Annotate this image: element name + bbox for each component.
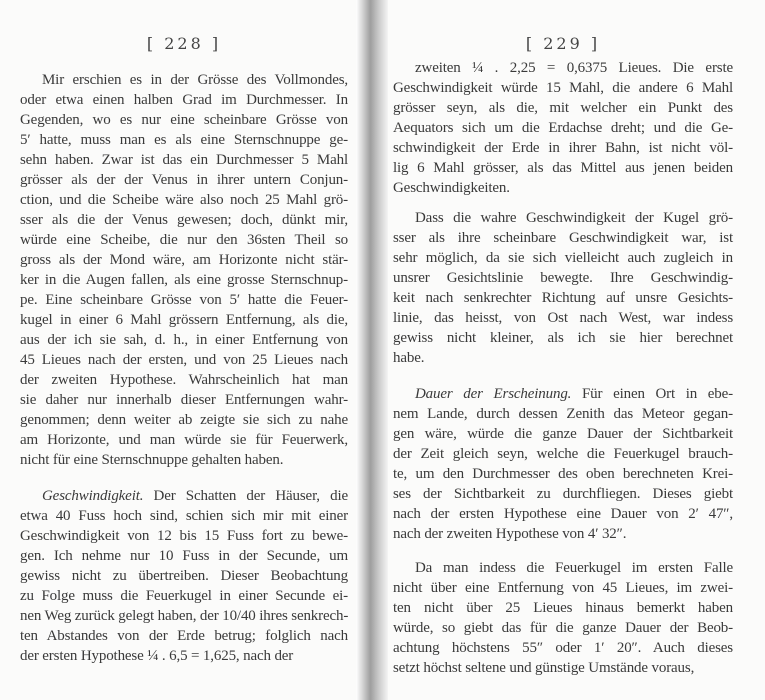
text-line: gewiss nicht zu übertreiben. Dieser Beobachtung	[20, 568, 348, 584]
text-line: Mir erschien es in der Grösse des Vollmondes,	[42, 72, 348, 88]
text-line-content: Für einen Ort in ebe-	[581, 386, 733, 402]
text-line: grösser seyn, als die, mit welcher ein Punkt des	[393, 100, 733, 116]
paragraph	[393, 208, 733, 368]
text-line: schwindigkeit der Erde in ihrer Bahn, ist nicht völ-	[393, 140, 733, 156]
paragraph	[393, 384, 733, 544]
paragraph	[393, 58, 733, 198]
text-line: ten nicht über 25 Lieues hinaus bemerkt haben	[393, 600, 733, 616]
text-line: gewiss nicht kleiner, als ich sie hier berechnet	[393, 330, 733, 346]
text-line: Aequators sich um die Erdachse dreht; und die Ge-	[393, 120, 733, 136]
left-page	[20, 0, 348, 700]
text-line: ses der Sichtbarkeit zu durchfliegen. Dieses giebt	[393, 486, 733, 502]
text-line	[20, 486, 348, 506]
text-line: 45 Lieues nach der ersten, und von 25 Lieues nach	[20, 352, 348, 368]
text-line: ction, und die Scheibe wäre also noch 25 Mahl grö-	[20, 192, 348, 208]
text-line: Geschwindigkeit von 12 bis 15 Fuss fort zu bewe-	[20, 528, 348, 544]
text-line: pe. Eine scheinbare Grösse von 5′ hatte die Feuer-	[20, 292, 348, 308]
page-number: [ 229 ]	[525, 34, 601, 53]
text-line: aus der ich sie sah, d. h., in einer Entfernung von	[20, 332, 348, 348]
text-line: sehn haben. Zwar ist das ein Durchmesser 5 Mahl	[20, 152, 348, 168]
paragraph	[20, 70, 348, 470]
text-line: gross als der Mond wäre, am Horizonte nicht stär-	[20, 252, 348, 268]
text-line: nen Weg zurück gelegt haben, der 10/40 ihres senkrech-	[20, 608, 349, 624]
text-line: oder etwa einen halben Grad im Durchmesser. In	[20, 92, 348, 108]
text-line: zu Folge muss die Feuerkugel in einer Secunde ei-	[20, 588, 348, 604]
text-line: am Horizonte, und man würde sie für Feuerwerk,	[20, 432, 348, 448]
book-gutter	[356, 0, 388, 700]
paragraph	[20, 486, 348, 666]
text-line: sser als die der Venus gewesen; doch, dünkt mir,	[20, 212, 348, 228]
text-line: sehr möglich, da sie sich vielleicht auch zugleich in	[393, 250, 733, 266]
right-page	[393, 0, 733, 700]
text-line: gen. Ich nehme nur 10 Fuss in der Secunde, um	[20, 548, 348, 564]
text-line: kugel in einer 6 Mahl grössern Entfernung, als die,	[20, 312, 348, 328]
text-line: sser als ihre scheinbare Geschwindigkeit war, ist	[393, 230, 733, 246]
text-line: zweiten ¼ . 2,25 = 0,6375 Lieues. Die erste	[415, 60, 733, 76]
section-heading: Geschwindigkeit.	[42, 488, 144, 504]
text-line: würde, so giebt das für die ganze Dauer der Beob-	[393, 620, 733, 636]
text-line: grösser als der der Venus in ihrer untern Conjun-	[20, 172, 348, 188]
text-line: Geschwindigkeit würde 15 Mahl, die andere 6 Mahl	[393, 80, 733, 96]
section-heading: Dauer der Erscheinung.	[415, 386, 572, 402]
text-line: lig 6 Mahl grösser, als das Mittel aus jenen beiden	[393, 160, 733, 176]
text-line: achtung höchstens 55″ oder 1′ 20″. Auch dieses	[393, 640, 733, 656]
text-line: genommen; denn weiter ab zeigte sie sich zu nahe	[20, 412, 348, 428]
text-line: etwa 40 Fuss hoch sind, schien sich mir mit einer	[20, 508, 348, 524]
text-line: linie, das heisst, von Ost nach West, war indess	[393, 310, 733, 326]
text-line: ten Abstandes von der Erde betrug; folglich nach	[20, 628, 348, 644]
text-line: sie daher nur innerhalb dieser Entfernungen wahr-	[20, 392, 348, 408]
text-line: habe.	[393, 350, 425, 366]
text-line: der zweiten Hypothese. Wahrscheinlich hat man	[20, 372, 348, 388]
text-line: nem Lande, durch dessen Zenith das Meteor gegan-	[393, 406, 733, 422]
text-line-content: Der Schatten der Häuser, die	[153, 488, 348, 504]
page-number: [ 228 ]	[146, 34, 222, 53]
text-line: te, um den Durchmesser des oben berechneten Krei-	[393, 466, 733, 482]
text-line: Gegenden, wo es nur eine scheinbare Grösse von	[20, 112, 348, 128]
text-line: der Zeit gleich seyn, welche die Feuerkugel brauch-	[393, 446, 733, 462]
text-line: würde eine Scheibe, die nur den 36sten Theil so	[20, 232, 348, 248]
text-line: gen wäre, würde die ganze Dauer der Sichtbarkeit	[393, 426, 733, 442]
text-line	[393, 384, 733, 404]
text-line: ker in die Augen fallen, als eine grosse Sternschnup-	[20, 272, 348, 288]
paragraph	[393, 558, 733, 678]
text-line: Dass die wahre Geschwindigkeit der Kugel grö-	[415, 210, 733, 226]
text-line: Da man indess die Feuerkugel im ersten Falle	[415, 560, 733, 576]
text-line: setzt höchst seltene und günstige Umstände voraus,	[393, 660, 695, 676]
text-line: nicht über eine Entfernung von 45 Lieues, im zwei-	[393, 580, 733, 596]
text-line: 5′ hatte, muss man es als eine Sternschnuppe ge-	[20, 132, 348, 148]
text-line: Geschwindigkeiten.	[393, 180, 510, 196]
text-line: nicht für eine Sternschnuppe gehalten haben.	[20, 452, 284, 468]
text-line: der ersten Hypothese ¼ . 6,5 = 1,625, nach der	[20, 648, 294, 664]
text-line: keit nach senkrechter Richtung auf unsre Gesichts-	[393, 290, 733, 306]
text-line: nach der zweiten Hypothese von 4′ 32″.	[393, 526, 627, 542]
text-line: nach der ersten Hypothese eine Dauer von 2′ 47″,	[393, 506, 733, 522]
text-line: unsrer Gesichtslinie bewegte. Ihre Geschwindig-	[393, 270, 733, 286]
